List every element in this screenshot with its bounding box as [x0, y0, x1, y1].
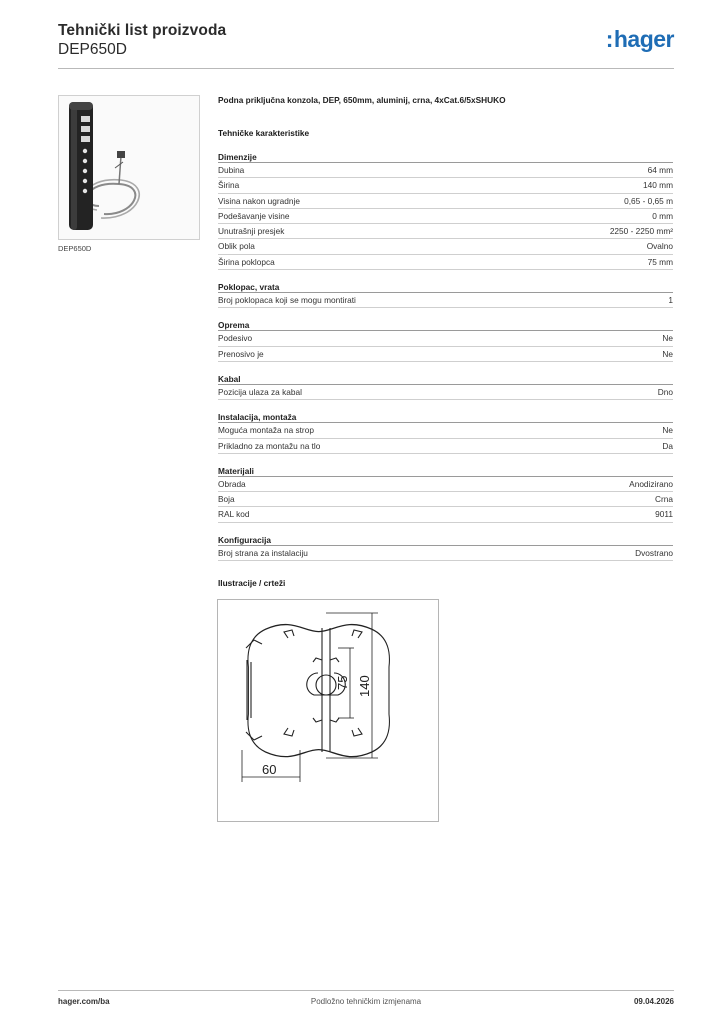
spec-value: 0,65 - 0,65 m: [624, 195, 673, 206]
spec-value: Ne: [662, 333, 673, 344]
spec-label: Broj strana za instalaciju: [218, 547, 308, 558]
header-divider: [58, 68, 674, 69]
spec-label: Prikladno za montažu na tlo: [218, 440, 321, 451]
dimension-drawing: [217, 599, 439, 822]
spec-label: Unutrašnji presjek: [218, 226, 285, 237]
spec-row: [218, 194, 673, 209]
spec-group: [218, 281, 673, 308]
spec-group: [218, 465, 673, 523]
spec-row: [218, 255, 673, 270]
spec-group-title: Konfiguracija: [218, 534, 673, 546]
spec-row: [218, 239, 673, 254]
spec-value: Crna: [655, 494, 673, 505]
logo-prefix: :: [605, 26, 613, 52]
specification-content: [218, 95, 673, 590]
spec-row: [218, 293, 673, 308]
spec-label: Prenosivo je: [218, 348, 264, 359]
spec-value: 0 mm: [652, 210, 673, 221]
spec-row: [218, 477, 673, 492]
spec-row: [218, 507, 673, 522]
spec-group-title: Kabal: [218, 373, 673, 385]
spec-row: [218, 209, 673, 224]
page-header: [58, 22, 674, 70]
spec-group-title: Instalacija, montaža: [218, 411, 673, 423]
spec-row: [218, 423, 673, 438]
technical-characteristics-title: Tehničke karakteristike: [218, 128, 310, 138]
spec-value: Ne: [662, 348, 673, 359]
floor-box-illustration: [59, 96, 199, 239]
website-link[interactable]: hager.com/ba: [58, 997, 110, 1006]
spec-group-title: Oprema: [218, 319, 673, 331]
photo-caption: DEP650D: [58, 244, 92, 253]
spec-value: 64 mm: [647, 165, 673, 175]
spec-group: [218, 373, 673, 400]
spec-row: [218, 347, 673, 362]
spec-row: [218, 546, 673, 561]
dim-outer-height-label: 140: [357, 675, 372, 697]
spec-group-title: Poklopac, vrata: [218, 281, 673, 293]
dim-inner-height-label: 75: [335, 675, 350, 690]
spec-row: [218, 385, 673, 400]
dim-width-label: 60: [262, 762, 277, 777]
product-photo: [58, 95, 200, 240]
spec-label: Širina: [218, 180, 240, 191]
document-title: Tehnički list proizvoda: [58, 22, 227, 39]
spec-groups: [218, 151, 673, 561]
spec-value: Dno: [657, 386, 673, 397]
spec-value: Dvostrano: [635, 547, 673, 558]
cross-section-drawing: [218, 600, 438, 821]
spec-label: Visina nakon ugradnje: [218, 195, 300, 206]
spec-label: Broj poklopaca koji se mogu montirati: [218, 295, 356, 306]
spec-group: [218, 319, 673, 362]
spec-label: Pozicija ulaza za kabal: [218, 386, 302, 397]
hager-logo: [606, 26, 674, 53]
footer-date: 09.04.2026: [633, 997, 674, 1006]
product-description: Podna priključna konzola, DEP, 650mm, aluminij, crna, 4xCat.6/5xSHUKO: [218, 95, 506, 105]
spec-group: [218, 411, 673, 454]
spec-label: Širina poklopca: [218, 256, 275, 267]
spec-value: Ovalno: [646, 241, 673, 252]
spec-row: [218, 439, 673, 454]
footer-note: Podložno tehničkim izmjenama: [310, 997, 422, 1006]
spec-label: Boja: [218, 494, 235, 505]
spec-label: Podešavanje visine: [218, 210, 290, 221]
spec-label: Dubina: [218, 165, 245, 175]
spec-label: Oblik pola: [218, 241, 255, 252]
spec-group: [218, 534, 673, 561]
spec-group-title: Dimenzije: [218, 151, 673, 163]
spec-row: [218, 178, 673, 193]
spec-label: Obrada: [218, 478, 246, 489]
footer-divider: [58, 990, 674, 991]
spec-value: 9011: [655, 509, 673, 520]
spec-label: RAL kod: [218, 509, 250, 520]
spec-value: 75 mm: [647, 256, 673, 267]
product-code: DEP650D: [58, 41, 127, 58]
spec-value: Da: [662, 440, 673, 451]
spec-label: Moguća montaža na strop: [218, 425, 314, 436]
spec-row: [218, 163, 673, 178]
spec-row: [218, 331, 673, 346]
logo-text: hager: [613, 26, 674, 52]
spec-value: Ne: [662, 425, 673, 436]
spec-value: Anodizirano: [629, 478, 673, 489]
spec-group-title: Materijali: [218, 465, 673, 477]
spec-label: Podesivo: [218, 333, 253, 344]
illustrations-title: Ilustracije / crteži: [218, 578, 286, 589]
spec-row: [218, 224, 673, 239]
spec-row: [218, 492, 673, 507]
spec-value: 2250 - 2250 mm²: [609, 226, 673, 237]
spec-group: [218, 151, 673, 270]
spec-value: 140 mm: [643, 180, 673, 191]
page-footer: [58, 997, 674, 1009]
spec-value: 1: [668, 295, 673, 306]
